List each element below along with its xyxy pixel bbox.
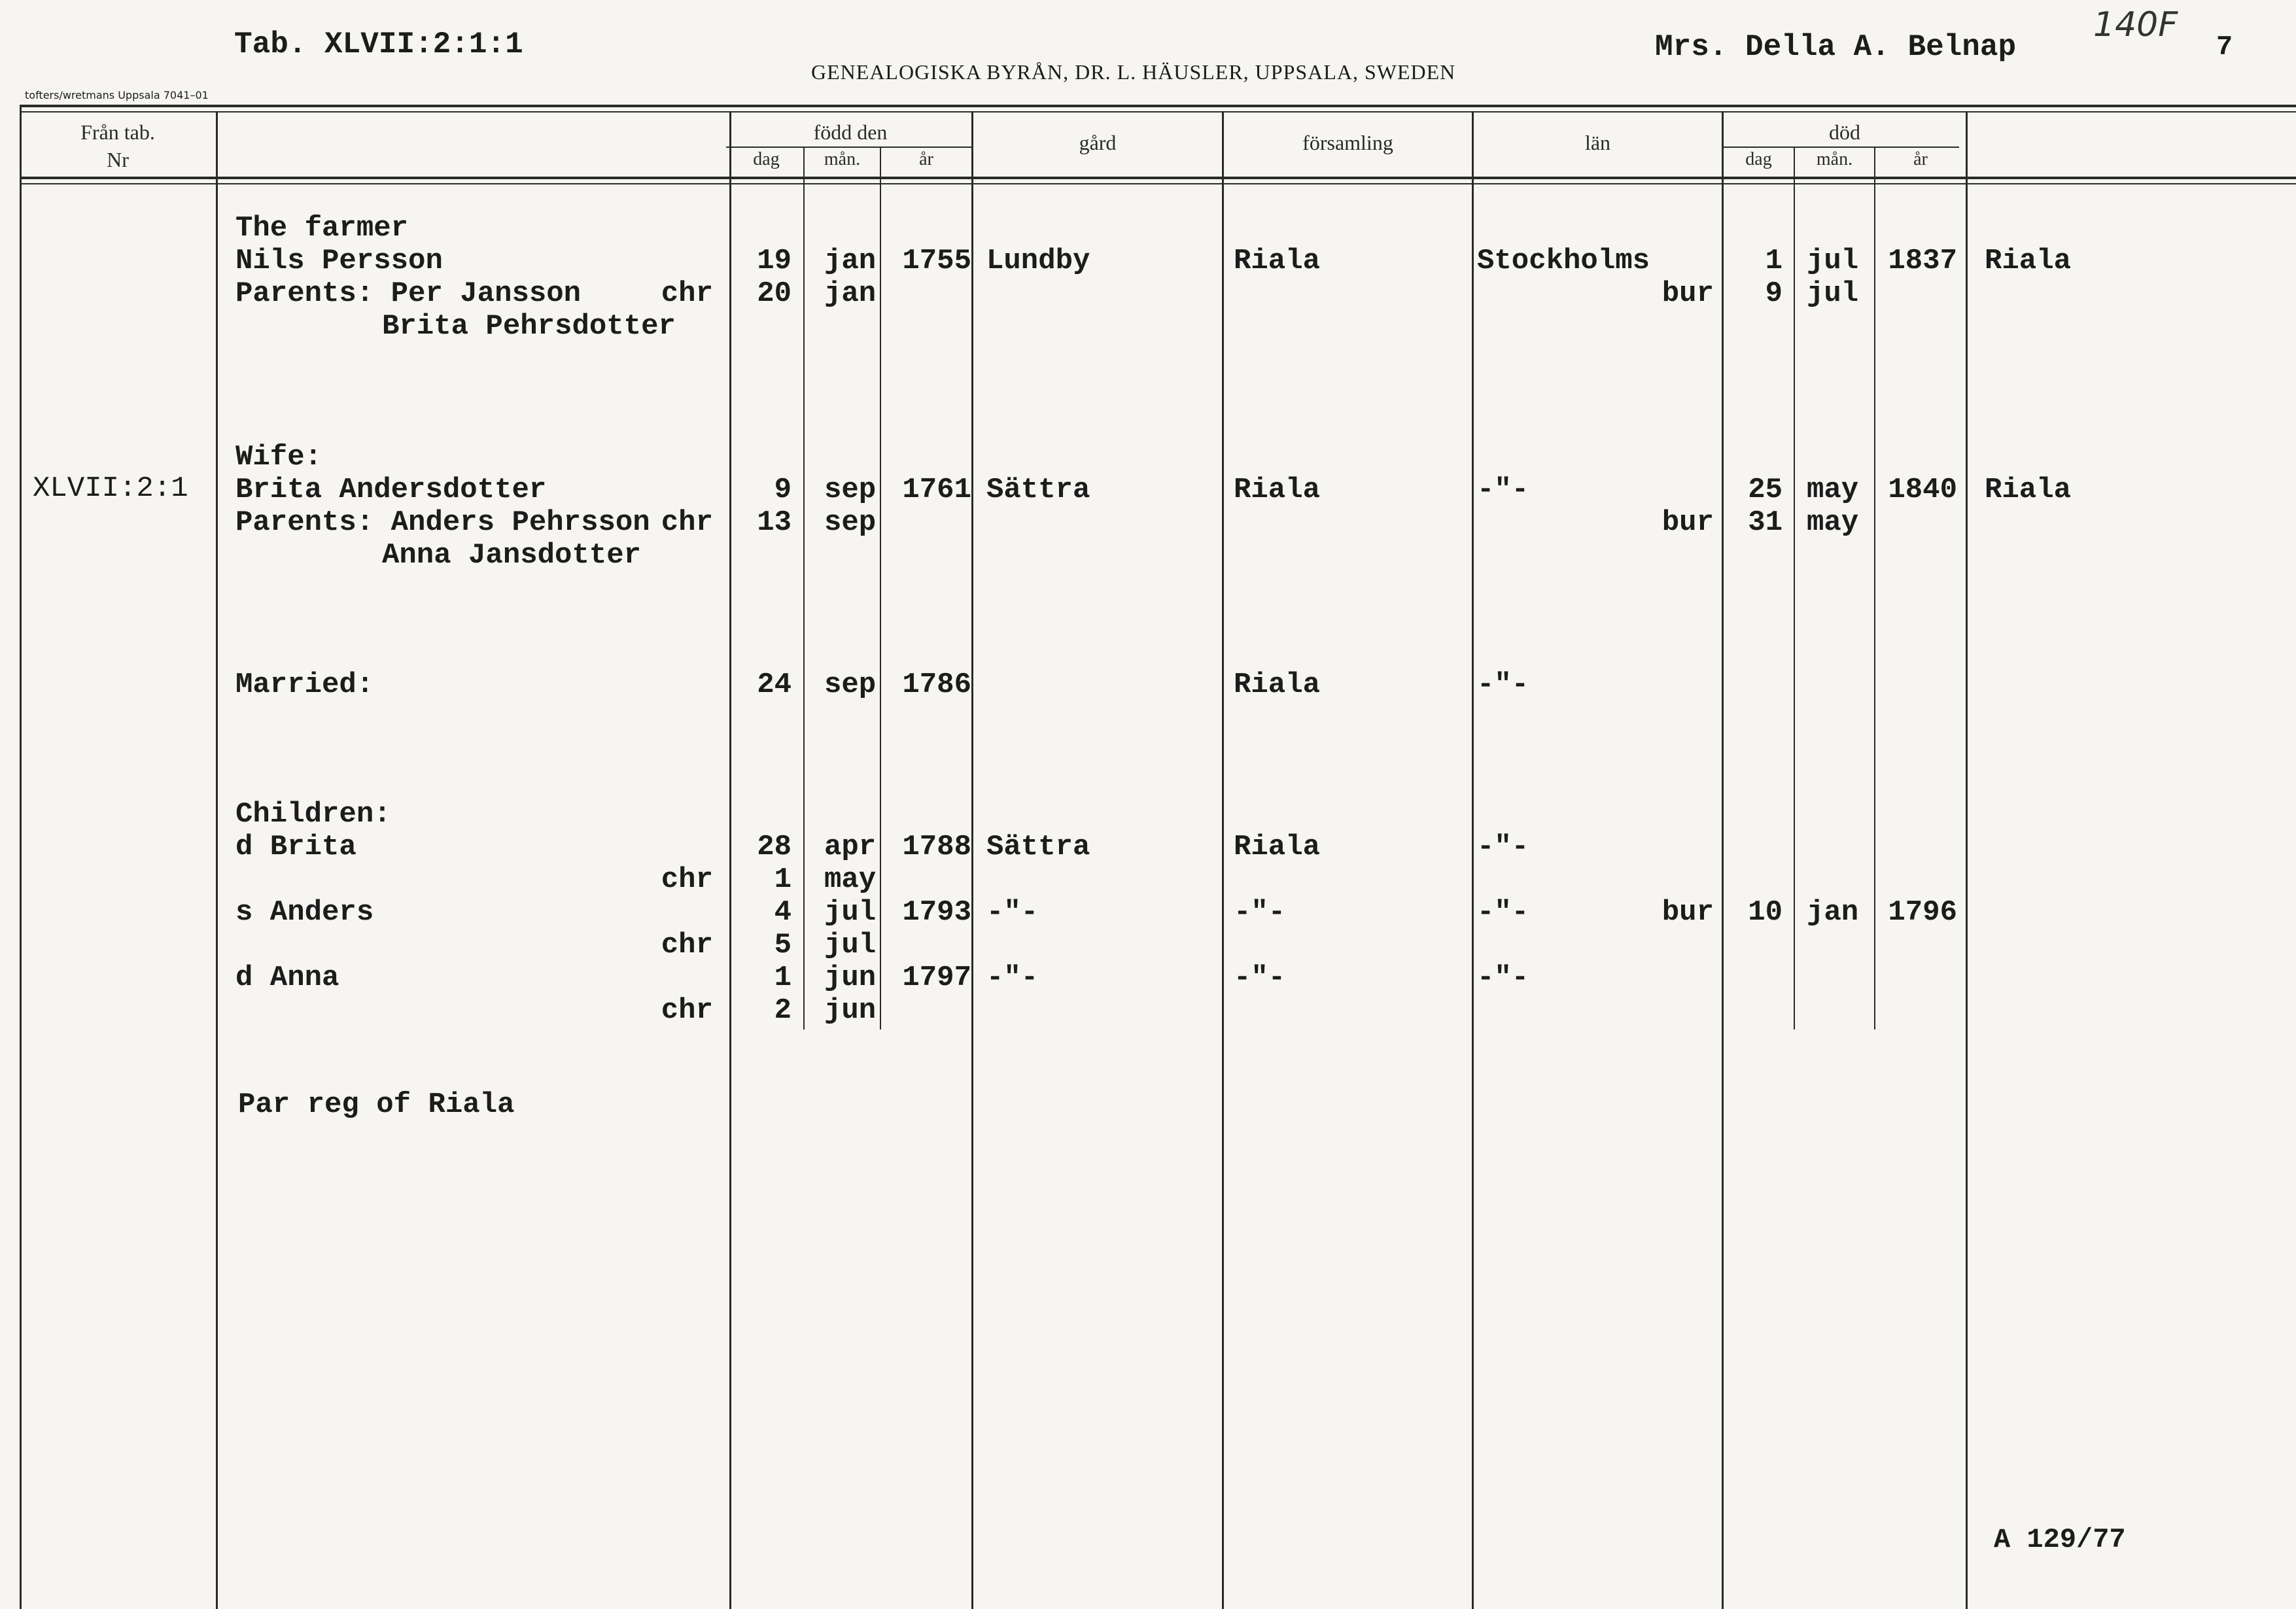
archive-reference: A 129/77 [1994,1524,2126,1555]
died-subrule [1724,147,1959,148]
row-6-d-day: 31 [1748,506,1783,539]
row-8-county: -"- [1477,668,1529,701]
row-1-d-month: jul [1807,245,1859,277]
row-13-tag: chr [661,929,713,961]
client-name: Mrs. Della A. Belnap [1655,30,2017,64]
row-14-year: 1797 [902,961,971,994]
row-5-d-day: 25 [1748,474,1783,506]
row-5-d-month: may [1807,474,1859,506]
row-5-parish: Riala [1234,474,1321,506]
row-1-day: 19 [757,245,791,277]
row-11-day: 1 [774,863,791,896]
row-1-name: Nils Persson [235,245,443,277]
row-10-farm: Sättra [986,831,1090,863]
row-10-name: d Brita [235,831,357,863]
row-1-month: jan [824,245,877,277]
row-2-tag: chr [661,277,713,310]
row-5-county: -"- [1477,474,1529,506]
row-14-day: 1 [774,961,791,994]
col-header-nr: Nr [107,148,129,171]
col-header-d-month: mån. [1816,149,1853,169]
row-12-day: 4 [774,896,791,929]
row-12-parish: -"- [1234,896,1286,929]
row-3-name: Brita Pehrsdotter [382,310,676,343]
row-15-tag: chr [661,994,713,1027]
row-11-month: may [824,863,877,896]
row-10-parish: Riala [1234,831,1321,863]
printer-mark: tofters/wretmans Uppsala 7041–01 [25,89,209,101]
row-11-tag: chr [661,863,713,896]
row-8-year: 1786 [902,668,971,701]
bureau-name: GENEALOGISKA BYRÅN, DR. L. HÄUSLER, UPPSALA, SWEDEN [811,60,1456,84]
row-8-day: 24 [757,668,791,701]
row-0-name: The farmer [235,212,409,245]
row-1-d-parish: Riala [1985,245,2072,277]
row-6-day: 13 [757,506,791,539]
col-divider-parish [1472,111,1474,1609]
col-divider-d-day [1794,147,1795,1029]
row-15-day: 2 [774,994,791,1027]
row-12-month: jul [824,896,877,929]
col-divider-nr [216,111,218,1609]
row-1-year: 1755 [902,245,971,277]
row-14-month: jun [824,961,877,994]
row-12-farm: -"- [986,896,1039,929]
margin-tab-reference: XLVII:2:1 [33,472,188,505]
row-5-name: Brita Andersdotter [235,474,547,506]
row-13-month: jul [824,929,877,961]
row-5-d-parish: Riala [1985,474,2072,506]
tab-reference: Tab. XLVII:2:1:1 [234,27,523,61]
row-6-tag: chr [661,506,713,539]
row-14-parish: -"- [1234,961,1286,994]
row-12-year: 1793 [902,896,971,929]
row-12-d-year: 1796 [1888,896,1957,929]
handwritten-note: 140F [2093,5,2178,44]
row-1-d-day: 1 [1765,245,1783,277]
row-10-county: -"- [1477,831,1529,863]
header-bottom-rule-thin [20,183,2296,184]
row-10-year: 1788 [902,831,971,863]
row-5-day: 9 [774,474,791,506]
col-header-parish: församling [1302,131,1393,154]
col-header-month: mån. [824,149,861,169]
row-6-name: Parents: Anders Pehrsson [235,506,650,539]
row-6-county-tag: bur [1661,506,1714,539]
col-divider-day [803,147,805,1029]
row-6-month: sep [824,506,877,539]
row-14-county: -"- [1477,961,1529,994]
row-1-county: Stockholms [1477,245,1650,277]
top-rule-thin [20,111,2296,112]
row-13-day: 5 [774,929,791,961]
row-2-name: Parents: Per Jansson [235,277,582,310]
row-7-name: Anna Jansdotter [382,539,642,572]
row-8-parish: Riala [1234,668,1321,701]
row-12-county-tag: bur [1661,896,1714,929]
col-header-farm: gård [1079,131,1117,154]
row-2-d-day: 9 [1765,277,1783,310]
col-header-day: dag [753,149,780,169]
col-header-county: län [1584,131,1611,154]
row-10-day: 28 [757,831,791,863]
row-5-farm: Sättra [986,474,1090,506]
col-divider-d-month [1874,147,1875,1029]
row-12-d-month: jan [1807,896,1859,929]
row-5-year: 1761 [902,474,971,506]
row-2-month: jan [824,277,877,310]
col-header-from-tab: Från tab. [80,120,155,144]
row-12-name: s Anders [235,896,374,929]
row-2-d-month: jul [1807,277,1859,310]
row-9-name: Children: [235,798,391,831]
row-14-name: d Anna [235,961,339,994]
row-1-parish: Riala [1234,245,1321,277]
row-4-name: Wife: [235,441,322,474]
col-header-d-day: dag [1745,149,1772,169]
row-6-d-month: may [1807,506,1859,539]
col-divider-county [1722,111,1724,1609]
col-header-born: född den [813,120,888,144]
row-8-month: sep [824,668,877,701]
row-10-month: apr [824,831,877,863]
col-divider-died [1966,111,1968,1609]
col-divider-farm [1222,111,1224,1609]
row-15-month: jun [824,994,877,1027]
top-rule [20,105,2296,107]
row-14-farm: -"- [986,961,1039,994]
source-note: Par reg of Riala [238,1088,515,1121]
col-divider-born [971,111,973,1609]
left-border [20,105,22,1609]
col-header-died: död [1829,120,1860,144]
born-subrule [726,147,971,148]
row-1-d-year: 1837 [1888,245,1957,277]
page-number: 7 [2216,31,2233,63]
row-2-county-tag: bur [1661,277,1714,310]
row-12-county: -"- [1477,896,1529,929]
row-12-d-day: 10 [1748,896,1783,929]
row-5-d-year: 1840 [1888,474,1957,506]
row-2-day: 20 [757,277,791,310]
row-8-name: Married: [235,668,374,701]
row-5-month: sep [824,474,877,506]
col-header-d-year: år [1913,149,1928,169]
col-header-year: år [919,149,933,169]
header-bottom-rule [20,177,2296,179]
row-1-farm: Lundby [986,245,1090,277]
